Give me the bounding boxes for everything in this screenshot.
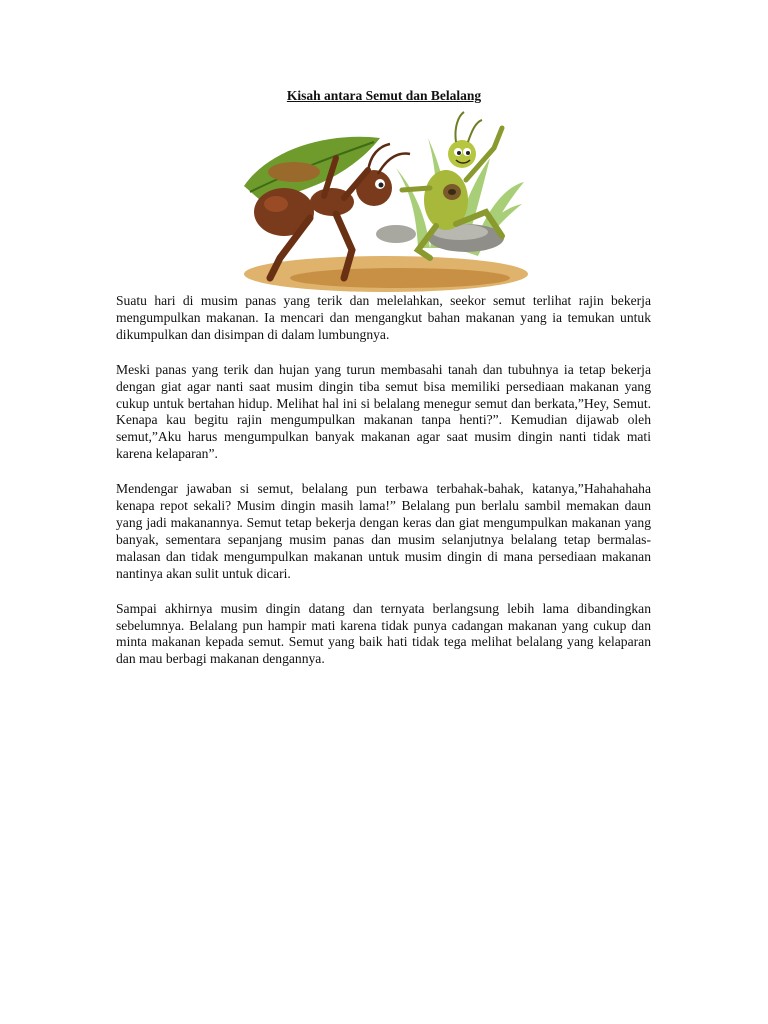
- ground-shadow: [290, 268, 510, 288]
- paragraph-1: Suatu hari di musim panas yang terik dan melelahkan, seekor semut terlihat rajin bekerja mengumpulkan makanan. Ia mencari dan mengangkut bahan makanan yang ia temukan untuk dikumpulkan dan disimpan di dalam lumbungnya.: [116, 293, 651, 342]
- document-body: [116, 293, 651, 686]
- document-title: Kisah antara Semut dan Belalang: [286, 88, 482, 103]
- illustration-svg: [240, 108, 528, 292]
- rock-left: [376, 225, 416, 243]
- ant-grasshopper-illustration: [240, 108, 528, 292]
- grasshopper-head: [448, 140, 476, 168]
- paragraph-3: Mendengar jawaban si semut, belalang pun terbawa terbahak-bahak, katanya,”Hahahahaha kenapa repot sekali? Musim dingin masih lama!” Belalang pun berlalu sambil memakan daun yang jadi makanannya. Semut tetap bekerja dengan keras dan giat mengumpulkan makanan yang banyak, sementara sepanjang musim panas dan musim selanjutnya belalang tetap bermalas-malasan dan tidak mengumpulkan makanan untuk musim dingin di mana persediaan makanan nantinya akan sulit untuk dicari.: [116, 481, 651, 581]
- paragraph-2: Meski panas yang terik dan hujan yang turun membasahi tanah dan tubuhnya ia tetap bekerja dengan giat agar nanti saat musim dingin tiba semut bisa memiliki persediaan makanan yang cukup untuk bertahan hidup. Melihat hal ini si belalang menegur semut dan berkata,”Hey, Semut. Kenapa kau begitu rajin mengumpulkan makanan tanpa henti?”. Kemudian dijawab oleh semut,”Aku harus mengumpulkan banyak makanan agar saat musim dingin nanti tidak mati karena kelaparan”.: [116, 361, 651, 462]
- paragraph-4: Sampai akhirnya musim dingin datang dan ternyata berlangsung lebih lama dibandingkan sebelumnya. Belalang pun hampir mati karena tidak punya cadangan makanan yang cukup dan minta makanan kepada semut. Semut yang baik hati tidak tega melihat belalang yang kelaparan dan mau berbagi makanan dengannya.: [116, 600, 651, 667]
